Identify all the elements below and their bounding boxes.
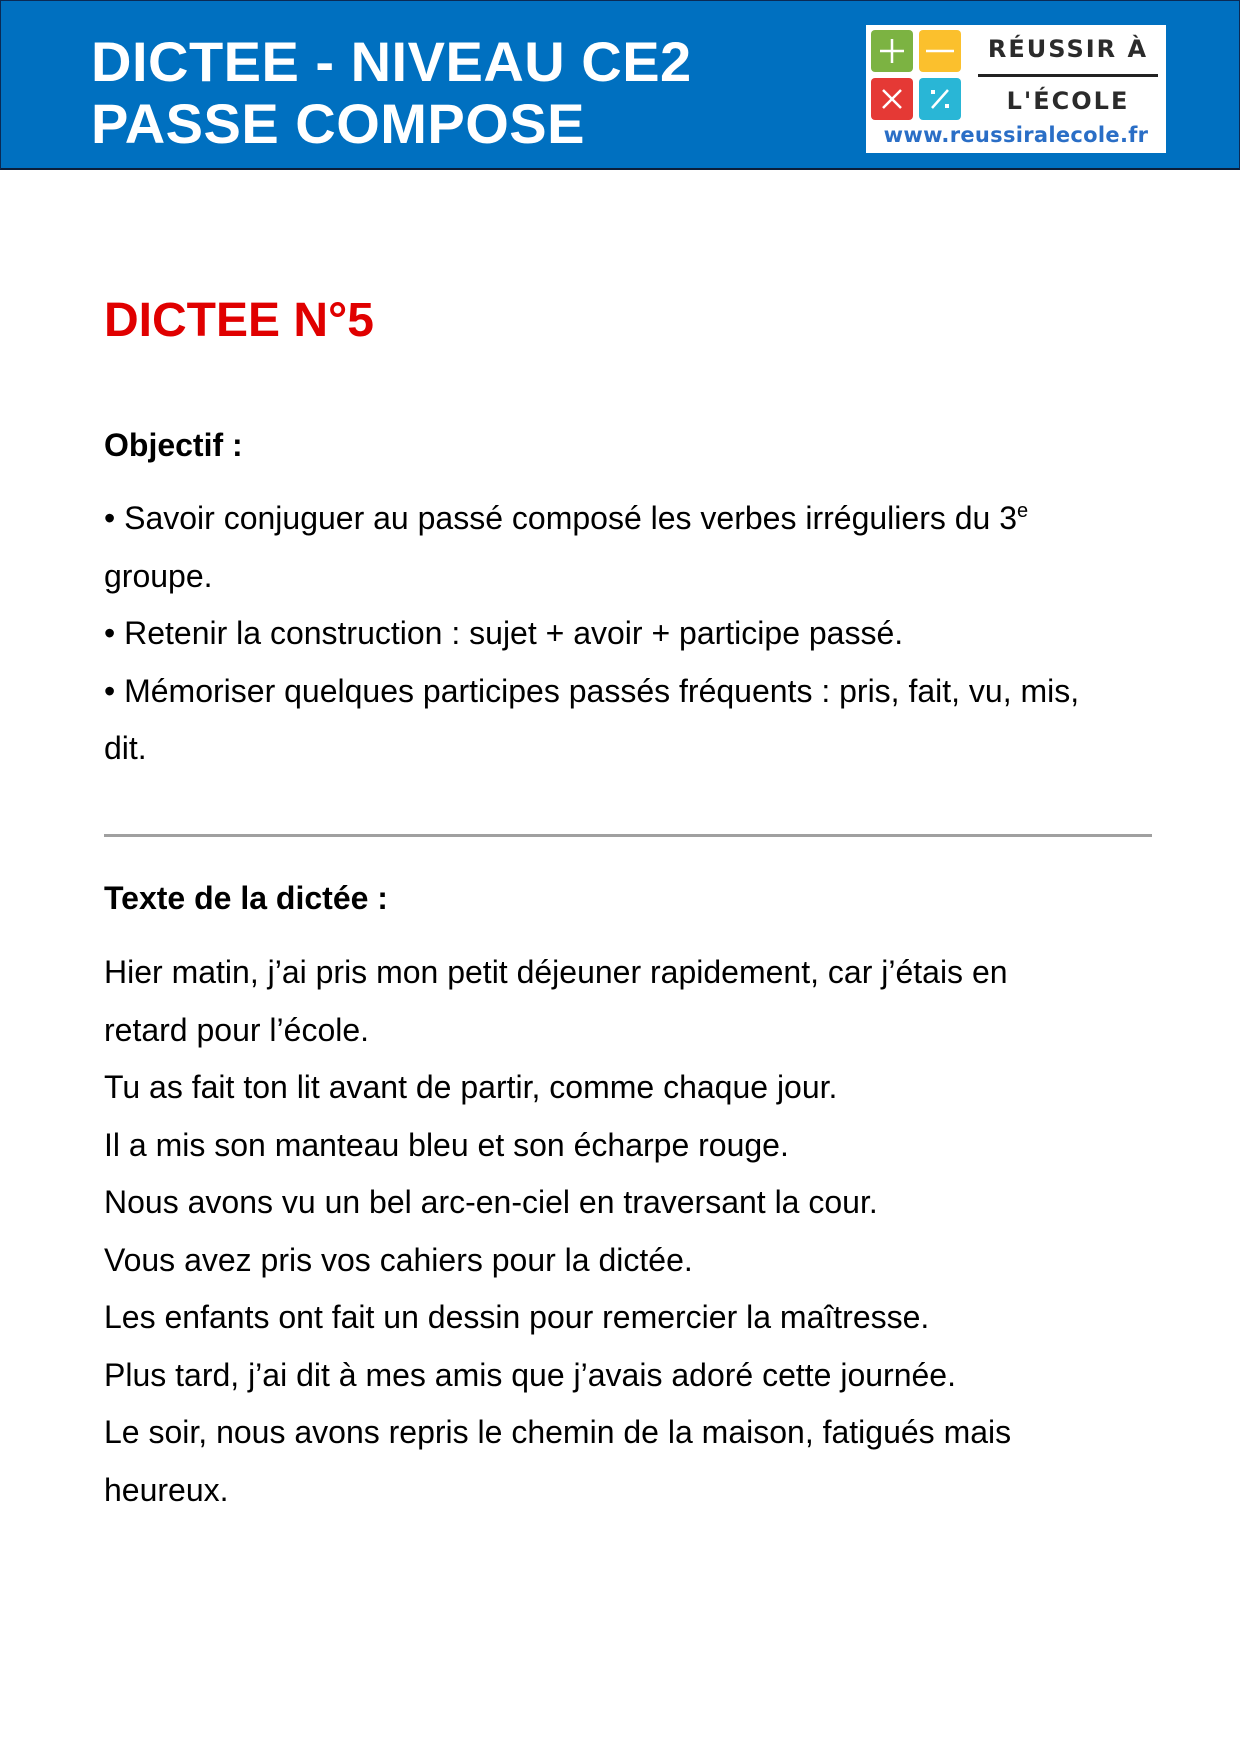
- bullet: •: [104, 615, 116, 651]
- dictation-heading: Texte de la dictée :: [104, 880, 388, 916]
- dictee-title: DICTEE N°5: [104, 294, 374, 347]
- dictation-line: Plus tard, j’ai dit à mes amis que j’avais adoré cette journée.: [104, 1356, 956, 1393]
- logo-tiles: [871, 30, 966, 125]
- section-divider: [104, 834, 1152, 837]
- plus-icon: [871, 30, 913, 72]
- logo-text-bottom: L'ÉCOLE: [1006, 87, 1130, 115]
- percent-icon: [919, 78, 961, 120]
- times-icon: [871, 78, 913, 120]
- dictation-line: Tu as fait ton lit avant de partir, comme chaque jour.: [104, 1069, 838, 1105]
- objective-text-continuation: groupe.: [104, 557, 213, 594]
- site-logo[interactable]: [866, 25, 1166, 153]
- page-header: [0, 0, 1240, 170]
- logo-divider: [978, 74, 1158, 77]
- bullet: •: [104, 672, 116, 709]
- header-title-line1: DICTEE - NIVEAU CE2: [91, 30, 692, 93]
- objective-item: [104, 490, 1154, 605]
- dictation-line: Vous avez pris vos cahiers pour la dictée.: [104, 1241, 693, 1278]
- dictation-line: Les enfants ont fait un dessin pour remercier la maîtresse.: [104, 1299, 930, 1335]
- objective-item: [104, 605, 1154, 663]
- dictation-line: Hier matin, j’ai pris mon petit déjeuner rapidement, car j’étais en retard pour l’école.: [104, 954, 1008, 1048]
- objectives-list: [104, 490, 1154, 778]
- dictation-line: Il a mis son manteau bleu et son écharpe rouge.: [104, 1126, 789, 1163]
- logo-url-link[interactable]: www.reussiralecole.fr: [883, 123, 1149, 147]
- dictation-line: Le soir, nous avons repris le chemin de la maison, fatigués mais heureux.: [104, 1414, 1012, 1508]
- logo-text-top: RÉUSSIR À: [987, 35, 1149, 63]
- header-title-line2: PASSE COMPOSE: [91, 92, 586, 155]
- superscript: e: [1017, 500, 1029, 522]
- minus-icon: [919, 30, 961, 72]
- dictation-text: [104, 944, 1154, 1519]
- bullet: •: [104, 500, 116, 536]
- objective-item: [104, 663, 1094, 778]
- objective-text: Retenir la construction : sujet + avoir + participe passé.: [124, 615, 904, 651]
- objective-heading: Objectif :: [104, 427, 243, 463]
- dictation-line: Nous avons vu un bel arc-en-ciel en traversant la cour.: [104, 1184, 878, 1220]
- header-title: [91, 31, 692, 155]
- objective-text: Savoir conjuguer au passé composé les verbes irréguliers du 3: [124, 500, 1018, 536]
- objective-text: Mémoriser quelques participes passés fréquents : pris, fait, vu, mis, dit.: [104, 672, 1080, 766]
